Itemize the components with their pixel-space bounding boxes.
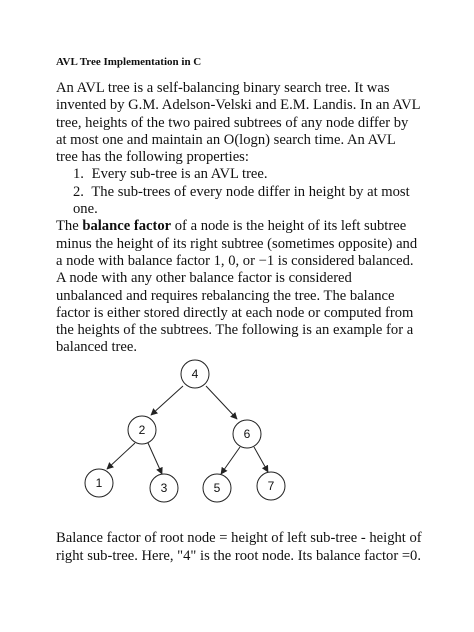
tree-node-4 <box>181 360 209 388</box>
tree-node-1 <box>85 469 113 497</box>
tree-node-6-label: 6 <box>243 427 251 441</box>
tree-node-6 <box>233 420 261 448</box>
property-item <box>73 184 420 219</box>
properties-list <box>56 166 420 218</box>
tree-node-2-label: 2 <box>138 423 146 437</box>
document-title: AVL Tree Implementation in C <box>56 56 202 68</box>
edge-2-1 <box>107 443 135 469</box>
tree-node-7-label: 7 <box>267 479 275 493</box>
intro-paragraph: An AVL tree is a self-balancing binary search tree. It was invented by G.M. Adelson-Velski and E.M. Landis. In an AVL tree, heights of the two paired subtrees of any node differ by at most one and maintain an O(logn) search time. An AVL tree has the following properties: <box>56 80 420 166</box>
edge-6-7 <box>254 447 268 472</box>
balance-factor-term: balance factor <box>82 218 172 235</box>
edge-2-3 <box>148 443 162 474</box>
edge-4-2 <box>151 386 183 415</box>
tree-node-5 <box>203 474 231 502</box>
tree-node-5-label: 5 <box>213 481 221 495</box>
tree-node-3 <box>150 474 178 502</box>
property-number: 1. <box>73 166 84 183</box>
tree-node-1-label: 1 <box>95 476 103 490</box>
balance-prefix: The <box>56 218 83 235</box>
property-text: The sub-trees of every node differ in height by at most one. <box>73 183 410 218</box>
avl-tree-figure <box>0 355 474 515</box>
balance-rest: of a node is the height of its left subtree minus the height of its right subtree (sometimes opposite) and a node with balance factor 1, 0, or −1 is considered balanced. A node with any other balance factor is considered unbalanced and requires rebalancing the tree. The balance factor is either stored directly at each node or computed from the heights of the subtrees. The following is an example for a balanced tree. <box>56 218 418 356</box>
tree-diagram <box>0 355 474 515</box>
property-item <box>73 166 420 183</box>
edge-6-5 <box>221 447 240 474</box>
balance-factor-paragraph <box>56 218 420 356</box>
document-body <box>56 80 420 357</box>
tree-node-2 <box>128 416 156 444</box>
property-number: 2. <box>73 183 84 200</box>
footer-paragraph: Balance factor of root node = height of left sub-tree - height of right sub-tree. Here, "4" is the root node. Its balance factor =0. <box>56 530 422 564</box>
tree-node-4-label: 4 <box>191 367 199 381</box>
tree-node-3-label: 3 <box>160 481 168 495</box>
tree-node-7 <box>257 472 285 500</box>
property-text: Every sub-tree is an AVL tree. <box>91 166 268 183</box>
edge-4-6 <box>206 386 237 419</box>
